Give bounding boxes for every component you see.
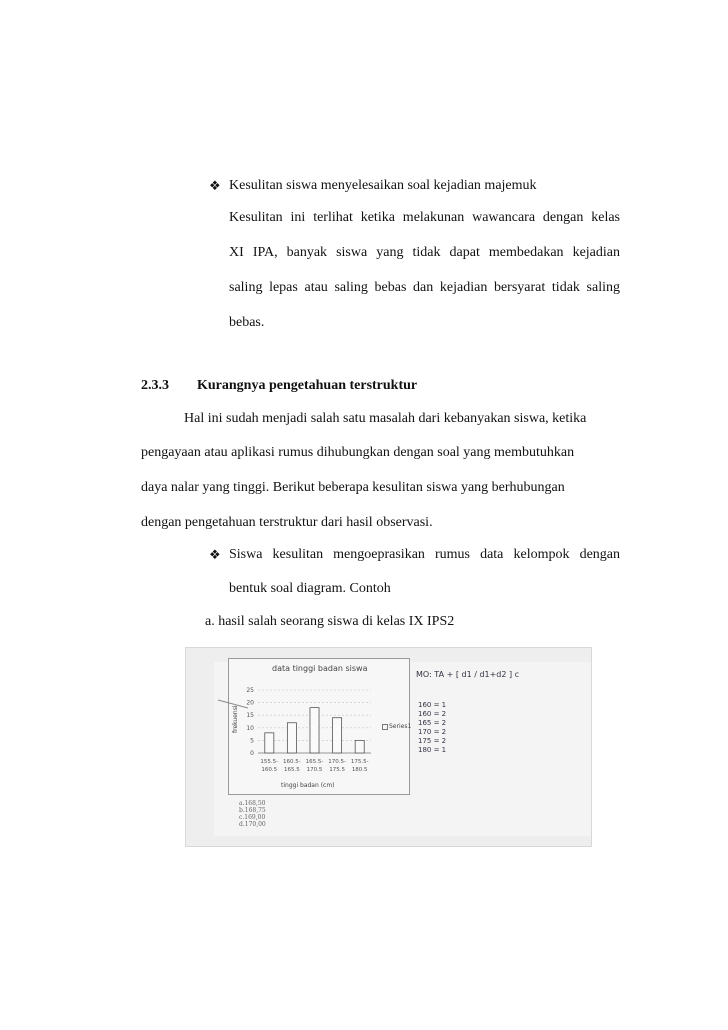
legend-swatch: [382, 724, 388, 730]
chart-y-tick-label: 5: [250, 737, 254, 745]
answer-options: [239, 800, 266, 828]
chart-x-axis-label: tinggi badan (cm): [281, 782, 335, 789]
answer-option: b.168,75: [239, 807, 266, 814]
bullet1-line: saling lepas atau saling bebas dan kejadian bersyarat tidak saling: [229, 280, 620, 295]
bullet1-line: XI IPA, banyak siswa yang tidak dapat membedakan kejadian: [229, 245, 620, 260]
chart-bar: [265, 733, 274, 753]
handwritten-line: 165 = 2: [418, 719, 447, 727]
chart-title: data tinggi badan siswa: [272, 664, 368, 673]
handwritten-tally: [418, 701, 446, 755]
chart-bar: [333, 718, 342, 753]
chart-x-tick-label: 175.5: [329, 767, 345, 773]
paragraph-line: daya nalar yang tinggi. Berikut beberapa kesulitan siswa yang berhubungan: [141, 480, 565, 495]
bullet2-line: bentuk soal diagram. Contoh: [229, 581, 391, 596]
bullet1-line: Kesulitan ini terlihat ketika melakunan wawancara dengan kelas: [229, 210, 620, 225]
paragraph-line: pengayaan atau aplikasi rumus dihubungkan dengan soal yang membutuhkan: [141, 445, 575, 460]
answer-option: d.170,00: [239, 821, 266, 828]
chart-x-tick-label: 155.5-: [260, 759, 279, 765]
diamond-bullet-icon: ❖: [209, 178, 221, 193]
answer-option: c.169,00: [239, 814, 266, 821]
handwritten-line: 160 = 1: [418, 701, 447, 709]
handwritten-line: 175 = 2: [418, 737, 447, 745]
chart-x-tick-label: 175.5-: [350, 759, 369, 765]
handwritten-line: 180 = 1: [418, 746, 447, 754]
handwritten-line: 160 = 2: [418, 710, 447, 718]
answer-option: a.168,50: [239, 800, 266, 807]
chart-x-tick-label: 180.5: [351, 767, 368, 773]
scanned-student-work-image: [185, 647, 592, 847]
chart-bar: [287, 723, 296, 753]
bullet2-line: Siswa kesulitan mengoeprasikan rumus data kelompok dengan: [229, 547, 620, 562]
handwritten-formula: MO: TA + [ d1 / d1+d2 ] c: [416, 670, 520, 679]
chart-y-tick-label: 20: [246, 699, 254, 707]
subitem-a: a. hasil salah seorang siswa di kelas IX IPS2: [205, 614, 455, 629]
section-number: 2.3.3: [141, 378, 169, 393]
section-title: Kurangnya pengetahuan terstruktur: [197, 378, 418, 393]
bullet1-heading: Kesulitan siswa menyelesaikan soal kejadian majemuk: [229, 178, 537, 193]
chart-y-axis-label: frekuensi: [232, 705, 239, 733]
chart-y-tick-label: 10: [246, 724, 254, 732]
handwritten-line: 170 = 2: [418, 728, 447, 736]
chart-x-tick-label: 160.5: [261, 767, 278, 773]
paragraph-line: Hal ini sudah menjadi salah satu masalah dari kebanyakan siswa, ketika: [184, 411, 587, 426]
paragraph-line: dengan pengetahuan terstruktur dari hasil observasi.: [141, 515, 433, 530]
legend-entry: Series1: [389, 723, 412, 730]
chart-x-tick-label: 165.5-: [305, 759, 324, 765]
bullet1-line: bebas.: [229, 315, 265, 330]
chart-y-tick-label: 15: [246, 712, 254, 720]
diamond-bullet-icon: ❖: [209, 547, 221, 562]
chart-x-tick-label: 170.5: [306, 767, 323, 773]
chart-y-tick-label: 25: [246, 687, 254, 694]
chart-y-tick-label: 0: [250, 750, 254, 757]
chart-x-tick-label: 160.5-: [283, 759, 301, 765]
chart-x-tick-label: 165.5: [284, 767, 300, 773]
chart-bar: [310, 708, 319, 753]
chart-x-tick-label: 170.5-: [328, 759, 346, 765]
chart-bar: [355, 740, 364, 753]
